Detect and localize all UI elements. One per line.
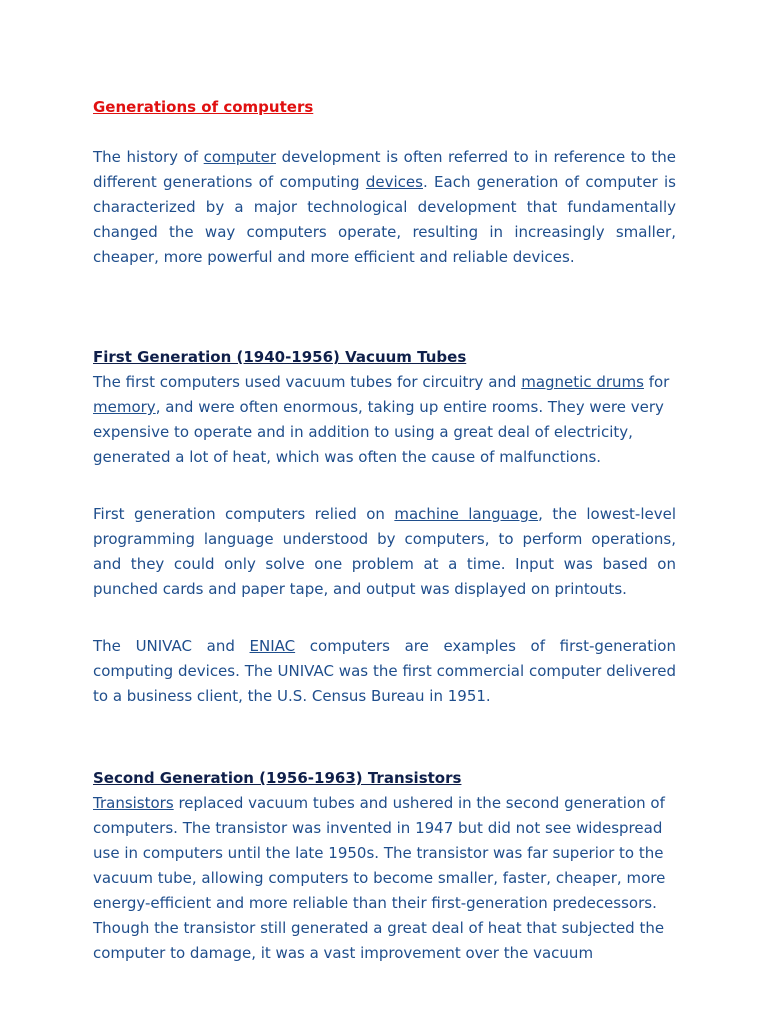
computer-link[interactable]: computer xyxy=(203,148,277,166)
gen1-p1-text-3: , and were often enormous, taking up entire rooms. They were very expensive to operate and in addition to using a great deal of electricity, generated a lot of heat, which was often the cause of malfunctions. xyxy=(93,398,664,466)
gen2-p1-text-1: replaced vacuum tubes and ushered in the second generation of computers. The transistor was invented in 1947 but did not see widespread use in computers until the late 1950s. The transistor was far superior to the vacuum tube, allowing computers to become smaller, faster, cheaper, more energy-efficient and more reliable than their first-generation predecessors. Though the transistor still generated a great deal of heat that subjected the computer to damage, it was a vast improvement over the vacuum xyxy=(93,794,666,962)
gen1-p1-text-2: for xyxy=(643,373,670,391)
gen1-p1-text-1: The first computers used vacuum tubes for circuitry and xyxy=(93,373,522,391)
second-generation-heading: Second Generation (1956-1963) Transistors xyxy=(93,769,462,787)
first-generation-paragraph-2 xyxy=(93,502,676,602)
memory-link[interactable]: memory xyxy=(93,398,156,416)
intro-text-2: development is often referred to in reference to the different generations of computing xyxy=(93,148,676,191)
gen1-p3-text-1: The UNIVAC and xyxy=(93,637,250,655)
intro-text-3: . Each generation of computer is characterized by a major technological development that fundamentally changed the way computers operate, resulting in increasingly smaller, cheaper, more powerful and more efficient and reliable devices. xyxy=(93,173,676,266)
transistors-link[interactable]: Transistors xyxy=(93,794,174,812)
machine-language-link[interactable]: machine language xyxy=(394,505,539,523)
eniac-link[interactable]: ENIAC xyxy=(249,637,296,655)
second-generation-paragraph-1 xyxy=(93,791,676,966)
intro-text-1: The history of xyxy=(93,148,204,166)
devices-link[interactable]: devices xyxy=(365,173,423,191)
gen1-p2-text-1: First generation computers relied on xyxy=(93,505,395,523)
gen1-p3-text-2: computers are examples of first-generation computing devices. The UNIVAC was the first commercial computer delivered to a business client, the U.S. Census Bureau in 1951. xyxy=(93,637,676,705)
first-generation-paragraph-1 xyxy=(93,370,676,470)
first-generation-heading: First Generation (1940-1956) Vacuum Tubes xyxy=(93,348,467,366)
magnetic-drums-link[interactable]: magnetic drums xyxy=(521,373,644,391)
intro-paragraph xyxy=(93,145,676,270)
first-generation-paragraph-3 xyxy=(93,634,676,709)
gen1-p2-text-2: , the lowest-level programming language understood by computers, to perform operations, and they could only solve one problem at a time. Input was based on punched cards and paper tape, and output was displayed on printouts. xyxy=(93,505,676,598)
document-title: Generations of computers xyxy=(93,98,314,116)
